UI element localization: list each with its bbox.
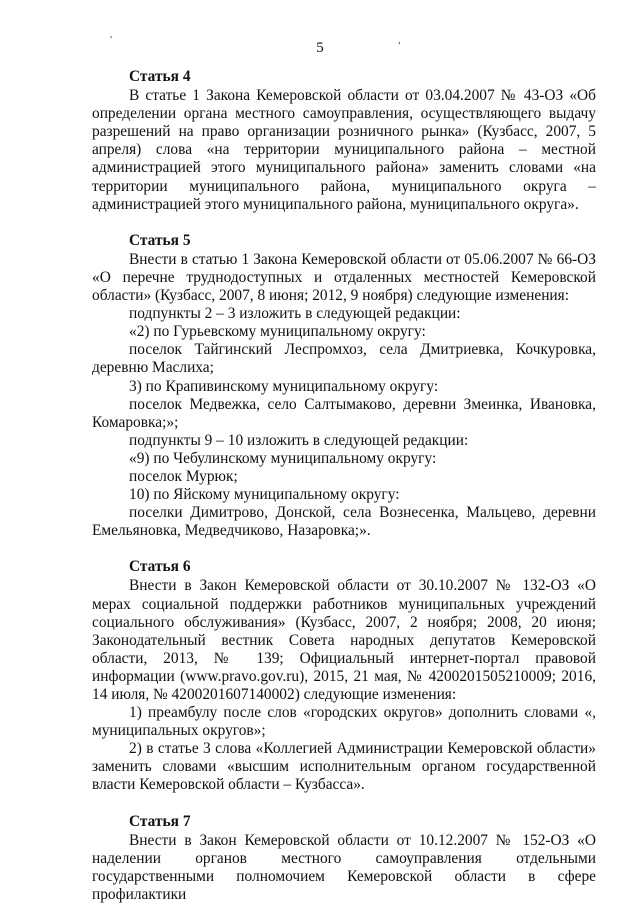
article-paragraph: подпункты 2 – 3 изложить в следующей редакции: xyxy=(129,305,461,323)
article-paragraph: «2) по Гурьевскому муниципальному округу: xyxy=(129,323,426,341)
article-section xyxy=(92,68,596,214)
article-paragraph: В статье 1 Закона Кемеровской области от 03.04.2007 № 43-ОЗ «Об определении органа местного самоуправления, осуществляющего выдачу разрешений на право организации розничного рынка» (Кузбасс, 2007, 5 апреля) слова «на территории муниципального района – местной администрацией этого муниципального района» заменить словами «на территории муниципального района, муниципального округа – администрацией этого муниципального района, муниципального округа». xyxy=(92,87,596,213)
article-paragraph: поселок Медвежка, село Салтымаково, деревни Змеинка, Ивановка, Комаровка;»; xyxy=(92,395,596,431)
article-section xyxy=(92,813,596,904)
article-heading: Статья 5 xyxy=(129,231,191,249)
article-paragraph: «9) по Чебулинскому муниципальному округу: xyxy=(129,449,437,467)
article-section xyxy=(92,558,596,794)
article-paragraph: 3) по Крапивинскому муниципальному округу: xyxy=(129,377,439,395)
article-heading: Статья 4 xyxy=(129,68,191,85)
article-paragraph: поселки Димитрово, Донской, села Вознесенка, Мальцево, деревни Емельяновка, Медведчиково, Назаровка;». xyxy=(92,504,596,540)
article-paragraph: поселок Мурюк; xyxy=(129,467,238,485)
article-paragraph: поселок Тайгинский Леспромхоз, села Дмитриевка, Кочкуровка, деревню Маслиха; xyxy=(92,341,596,377)
article-section xyxy=(92,232,596,541)
document-body xyxy=(92,68,596,904)
article-paragraph: 10) по Яйскому муниципальному округу: xyxy=(129,486,400,504)
article-paragraph: Внести в Закон Кемеровской области от 30.10.2007 № 132-ОЗ «О мерах социальной поддержки работников муниципальных учреждений социального обслуживания» (Кузбасс, 2007, 2 ноября; 2008, 20 июня; Законодательный вестник Совета народных депутатов Кемеровской области, 2013, № 139; Официальный интернет-портал правовой информации (www.pravo.gov.ru), 2015, 21 мая, № 4200201505210009; 2016, 14 июля, № 4200201607140002) следующие изменения: xyxy=(92,577,596,703)
article-paragraph: Внести в статью 1 Закона Кемеровской области от 05.06.2007 № 66-ОЗ «О перечне труднодоступных и отдаленных местностей Кемеровской области» (Кузбасс, 2007, 8 июня; 2012, 9 ноября) следующие изменения: xyxy=(92,250,596,305)
article-heading: Статья 7 xyxy=(129,812,191,830)
article-paragraph: подпункты 9 – 10 изложить в следующей редакции: xyxy=(129,431,469,449)
scan-mark: , xyxy=(398,34,401,46)
page-number: 5 xyxy=(316,40,324,56)
article-paragraph: 1) преамбулу после слов «городских округов» дополнить словами «, муниципальных округов»; xyxy=(92,704,596,740)
article-paragraph: 2) в статье 3 слова «Коллегией Администрации Кемеровской области» заменить словами «высшим исполнительным органом государственной власти Кемеровской области – Кузбасса». xyxy=(92,740,596,794)
scan-mark: ' xyxy=(110,34,112,46)
article-paragraph: Внести в Закон Кемеровской области от 10.12.2007 № 152-ОЗ «О наделении органов местного самоуправления отдельными государственными полномочием Кемеровской области в сфере профилактики xyxy=(92,831,596,903)
article-heading: Статья 6 xyxy=(129,558,191,576)
